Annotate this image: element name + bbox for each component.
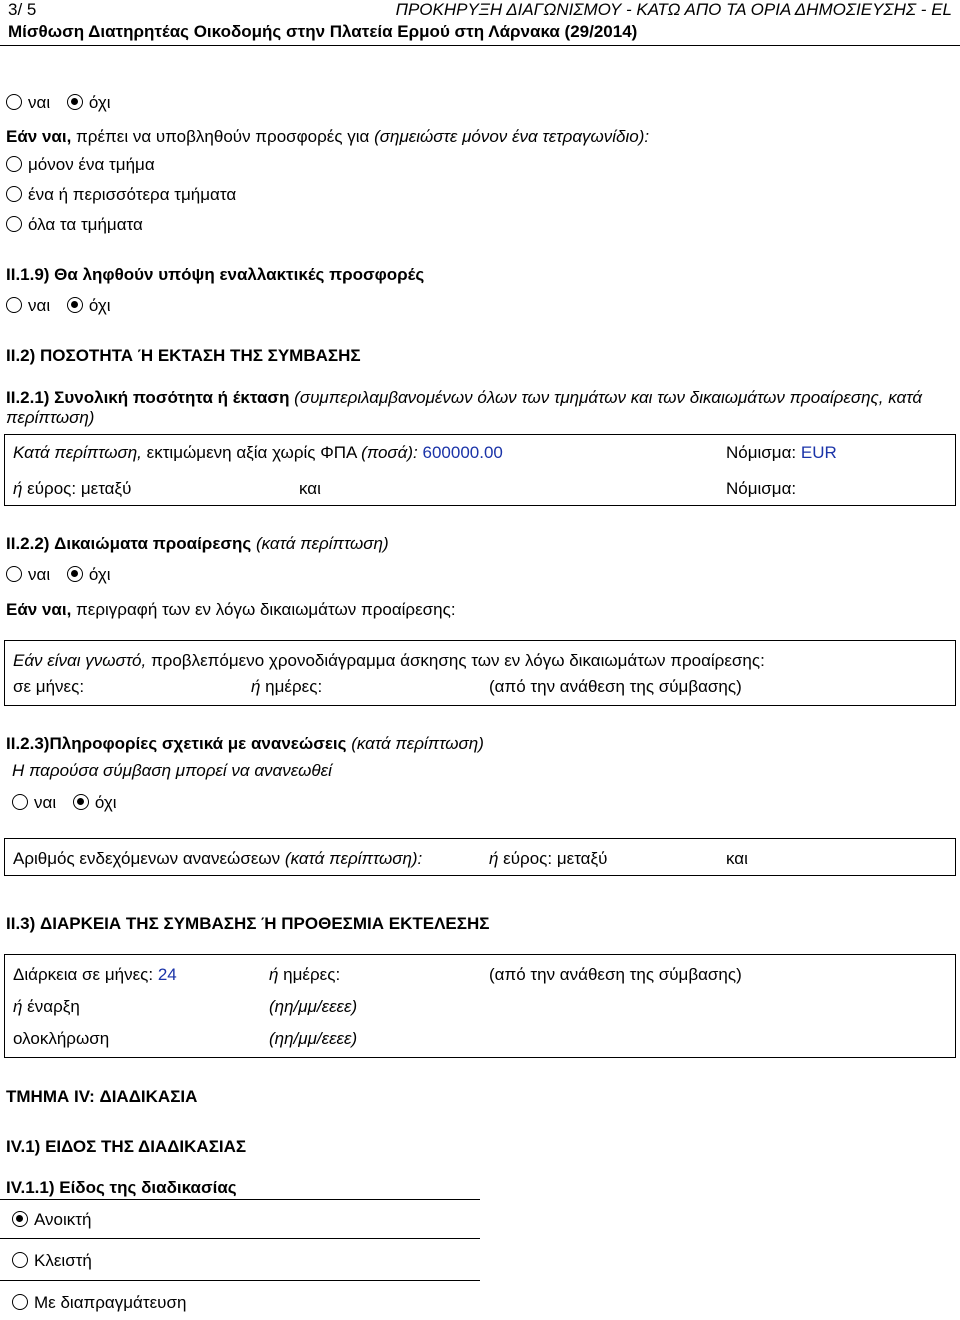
estimated-amount-label: (ποσά): <box>361 443 418 462</box>
start-row <box>13 997 80 1017</box>
procedure-option-open[interactable] <box>12 1210 91 1230</box>
estimated-value: 600000.00 <box>422 443 503 462</box>
desc-bold: Εάν ναι, <box>6 600 72 619</box>
total-quantity-line2: περίπτωση) <box>6 408 95 427</box>
if-yes-text: πρέπει να υποβληθούν προσφορές για <box>71 127 375 146</box>
no-label: όχι <box>88 296 111 315</box>
renewals-subtitle: Η παρούσα σύμβαση μπορεί να ανανεωθεί <box>12 761 332 780</box>
no-label: όχι <box>88 565 111 584</box>
currency-row <box>726 443 837 463</box>
days-or: ή <box>269 965 279 984</box>
renewals-and: και <box>726 849 748 868</box>
option-rights-title <box>6 534 389 554</box>
yes-label: ναι <box>28 296 51 315</box>
known-italic: Εάν είναι γνωστό, <box>13 651 147 670</box>
no-label: όχι <box>88 93 111 112</box>
currency-value: EUR <box>800 443 837 462</box>
desc-text: περιγραφή των εν λόγω δικαιωμάτων προαίρεσης: <box>71 600 456 619</box>
duration-from-award: (από την ανάθεση της σύμβασης) <box>489 965 742 984</box>
procedure-divider <box>0 1238 480 1239</box>
start-label: έναρξη <box>22 997 80 1016</box>
option-label: Ανοικτή <box>34 1210 92 1229</box>
option-rights-italic: (κατά περίπτωση) <box>251 534 389 553</box>
lots-instruction <box>6 127 649 147</box>
quantity-section-title: II.2) ΠΟΣΟΤΗΤΑ Ή ΕΚΤΑΣΗ ΤΗΣ ΣΥΜΒΑΣΗΣ <box>6 346 361 365</box>
renewals-count-row <box>13 849 422 869</box>
known-text: προβλεπόμενο χρονοδιάγραμμα άσκησης των εν λόγω δικαιωμάτων προαίρεσης: <box>146 651 765 670</box>
radio-yes-icon[interactable] <box>12 794 28 810</box>
yes-label: ναι <box>28 565 51 584</box>
months-label: σε μήνες: <box>13 677 85 696</box>
days-label: ημέρες: <box>278 965 341 984</box>
range-or: ή <box>13 479 23 498</box>
total-quantity-line1 <box>6 388 922 408</box>
from-award: (από την ανάθεση της σύμβασης) <box>489 677 742 696</box>
duration-months-value: 24 <box>157 965 177 984</box>
total-quantity-italic: (συμπεριλαμβανομένων όλων των τμημάτων και των δικαιωμάτων προαίρεσης, κατά <box>289 388 923 407</box>
lots-option-3[interactable] <box>6 215 143 235</box>
renewals-count-italic: (κατά περίπτωση): <box>284 849 423 868</box>
estimated-italic: Κατά περίπτωση, <box>13 443 142 462</box>
radio-selected-icon[interactable] <box>12 1211 28 1227</box>
schedule-row <box>13 651 765 671</box>
header-divider <box>0 45 960 46</box>
radio-icon[interactable] <box>6 216 22 232</box>
document-subtitle: Μίσθωση Διατηρητέας Οικοδομής στην Πλατεία Ερμού στη Λάρνακα (29/2014) <box>8 22 638 41</box>
schedule-box <box>4 640 956 706</box>
lots-option-2[interactable] <box>6 185 236 205</box>
renewals-count-label: Αριθμός ενδεχόμενων ανανεώσεων <box>13 849 285 868</box>
option-label: όλα τα τμήματα <box>28 215 143 234</box>
variants-title: II.1.9) Θα ληφθούν υπόψη εναλλακτικές προσφορές <box>6 265 425 284</box>
radio-yes-icon[interactable] <box>6 297 22 313</box>
radio-icon[interactable] <box>6 186 22 202</box>
procedure-kind-title: IV.1.1) Είδος της διαδικασίας <box>6 1178 237 1197</box>
radio-icon[interactable] <box>12 1294 28 1310</box>
if-yes-italic: (σημειώστε μόνον ένα τετραγωνίδιο): <box>374 127 650 146</box>
start-date-format: (ηη/μμ/εεεε) <box>269 997 358 1016</box>
renewals-choice <box>12 793 117 813</box>
radio-no-selected-icon[interactable] <box>67 297 83 313</box>
procedure-divider <box>0 1199 480 1200</box>
yes-label: ναι <box>28 93 51 112</box>
estimated-text: εκτιμώμενη αξία χωρίς ΦΠΑ <box>141 443 362 462</box>
radio-no-selected-icon[interactable] <box>67 566 83 582</box>
renewals-bold: II.2.3)Πληροφορίες σχετικά με ανανεώσεις <box>6 734 347 753</box>
range-row <box>13 479 131 499</box>
days-label: ημέρες: <box>260 677 323 696</box>
end-date-format: (ηη/μμ/εεεε) <box>269 1029 358 1048</box>
renewals-range-row <box>489 849 607 869</box>
option-rights-bold: II.2.2) Δικαιώματα προαίρεσης <box>6 534 252 553</box>
value-box <box>4 434 956 506</box>
renewals-italic: (κατά περίπτωση) <box>346 734 484 753</box>
duration-days-row <box>269 965 340 985</box>
variants-choice <box>6 296 111 316</box>
radio-yes-icon[interactable] <box>6 566 22 582</box>
option-label: Κλειστή <box>34 1251 92 1270</box>
renewals-title <box>6 734 484 754</box>
duration-months-row <box>13 965 177 985</box>
option-rights-choice <box>6 565 111 585</box>
radio-icon[interactable] <box>12 1252 28 1268</box>
procedure-option-negotiated[interactable] <box>12 1293 186 1313</box>
duration-box <box>4 954 956 1058</box>
range-or: ή <box>489 849 499 868</box>
if-yes-bold: Εάν ναι, <box>6 127 72 146</box>
radio-no-selected-icon[interactable] <box>73 794 89 810</box>
range-label: εύρος: μεταξύ <box>22 479 132 498</box>
currency-label: Νόμισμα: <box>726 443 797 462</box>
duration-months-label: Διάρκεια σε μήνες: <box>13 965 154 984</box>
range-label: εύρος: μεταξύ <box>498 849 608 868</box>
procedure-option-restricted[interactable] <box>12 1251 92 1271</box>
start-or: ή <box>13 997 23 1016</box>
procedure-section-title: ΤΜΗΜΑ IV: ΔΙΑΔΙΚΑΣΙΑ <box>6 1087 198 1106</box>
procedure-divider <box>0 1280 480 1281</box>
procedure-type-title: IV.1) ΕΙΔΟΣ ΤΗΣ ΔΙΑΔΙΚΑΣΙΑΣ <box>6 1137 247 1156</box>
option-label: Με διαπραγμάτευση <box>34 1293 187 1312</box>
no-label: όχι <box>94 793 117 812</box>
option-rights-description <box>6 600 456 620</box>
radio-yes-icon[interactable] <box>6 94 22 110</box>
option-label: ένα ή περισσότερα τμήματα <box>28 185 237 204</box>
estimated-value-row <box>13 443 503 463</box>
days-row <box>251 677 322 697</box>
yes-label: ναι <box>34 793 57 812</box>
end-label: ολοκλήρωση <box>13 1029 110 1048</box>
renewals-box <box>4 838 956 876</box>
radio-no-selected-icon[interactable] <box>67 94 83 110</box>
option-label: μόνον ένα τμήμα <box>28 155 155 174</box>
duration-title: II.3) ΔΙΑΡΚΕΙΑ ΤΗΣ ΣΥΜΒΑΣΗΣ Ή ΠΡΟΘΕΣΜΙΑ ΕΚΤΕΛΕΣΗΣ <box>6 914 490 933</box>
total-quantity-bold: II.2.1) Συνολική ποσότητα ή έκταση <box>6 388 290 407</box>
days-or: ή <box>251 677 261 696</box>
currency-label-2: Νόμισμα: <box>726 479 797 498</box>
radio-icon[interactable] <box>6 156 22 172</box>
page-number: 3/ 5 <box>8 0 37 19</box>
lots-choice <box>6 93 111 113</box>
document-title: ΠΡΟΚΗΡΥΞΗ ΔΙΑΓΩΝΙΣΜΟΥ - ΚΑΤΩ ΑΠΟ ΤΑ ΟΡΙΑ ΔΗΜΟΣΙΕΥΣΗΣ - EL <box>395 0 952 19</box>
lots-option-1[interactable] <box>6 155 155 175</box>
range-and: και <box>299 479 321 498</box>
